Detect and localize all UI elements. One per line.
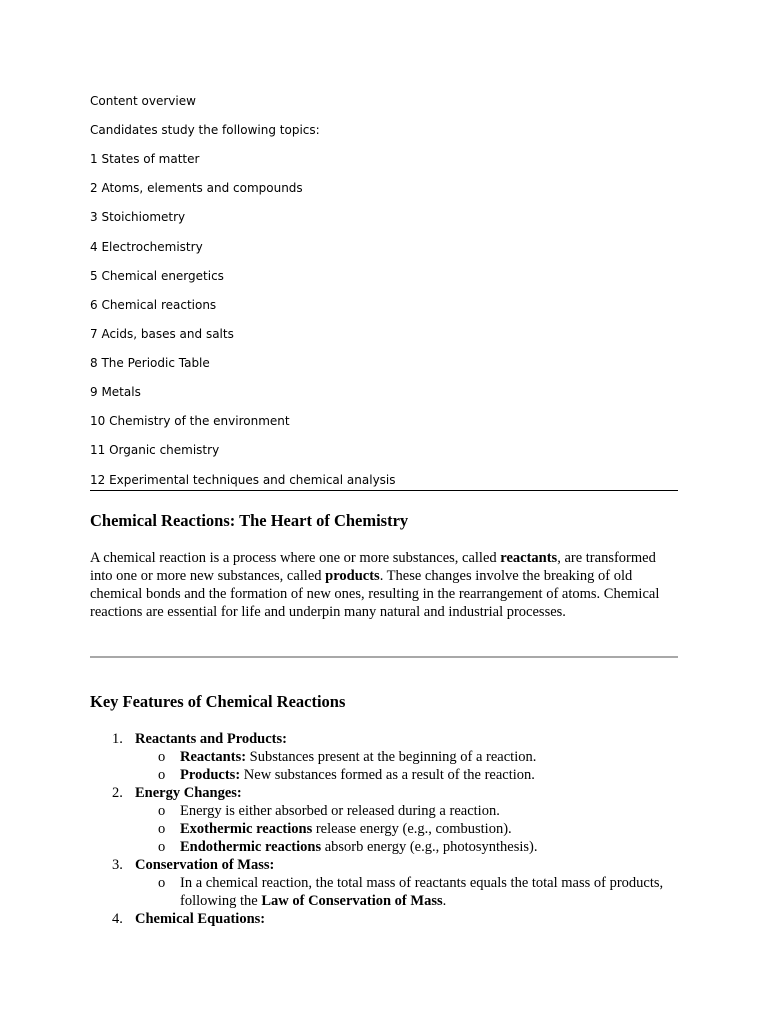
horizontal-rule	[90, 656, 678, 658]
sub-list-item: o Reactants: Substances present at the beginning of a reaction.	[158, 749, 537, 765]
topic-item: 6 Chemical reactions	[90, 298, 217, 312]
topic-item: 1 States of matter	[90, 152, 200, 166]
reactants-term: reactants	[500, 550, 558, 566]
sub-list-item: o Exothermic reactions release energy (e.g., combustion).	[158, 821, 512, 837]
list-item: 4. Chemical Equations:	[112, 911, 266, 927]
bullet-icon: o	[158, 749, 166, 765]
topic-item: 12 Experimental techniques and chemical analysis	[90, 473, 396, 487]
sub-list-item: o Products: New substances formed as a result of the reaction.	[158, 767, 535, 783]
list-item: 1. Reactants and Products:	[112, 731, 287, 747]
sub-list-item: o In a chemical reaction, the total mass of reactants equals the total mass of products, following the Law of Conservation of Mass.	[158, 875, 664, 909]
bullet-icon: o	[158, 803, 166, 819]
article-heading: Chemical Reactions: The Heart of Chemistry	[90, 511, 409, 530]
topic-item: 11 Organic chemistry	[90, 443, 220, 457]
bullet-icon: o	[158, 767, 166, 783]
bullet-icon: o	[158, 839, 166, 855]
bullet-icon: o	[158, 875, 166, 891]
list-item: 2. Energy Changes:	[112, 785, 242, 801]
topic-item: 7 Acids, bases and salts	[90, 327, 234, 341]
features-list	[90, 730, 680, 928]
overview-intro: Candidates study the following topics:	[90, 123, 320, 137]
topic-item: 3 Stoichiometry	[90, 210, 186, 224]
topic-item: 4 Electrochemistry	[90, 240, 203, 254]
list-item: 3. Conservation of Mass:	[112, 857, 275, 873]
law-term: Law of Conservation of Mass	[261, 893, 443, 909]
topic-item: 2 Atoms, elements and compounds	[90, 181, 303, 195]
intro-paragraph: A chemical reaction is a process where one or more substances, called reactants, are transformed into one or more new substances, called products. These changes involve the breaking of old chemical bonds and the formation of new ones, resulting in the rearrangement of atoms. Chemical reactions are essential for life and underpin many natural and industrial processes.	[90, 550, 660, 620]
bullet-icon: o	[158, 821, 166, 837]
products-term: products	[325, 568, 380, 584]
sub-list-item: o Energy is either absorbed or released during a reaction.	[158, 803, 500, 819]
topic-item: 9 Metals	[90, 385, 141, 399]
topic-item: 5 Chemical energetics	[90, 269, 224, 283]
section-divider	[90, 490, 678, 491]
overview-title: Content overview	[90, 94, 196, 108]
topic-item: 10 Chemistry of the environment	[90, 414, 290, 428]
sub-list-item: o Endothermic reactions absorb energy (e.g., photosynthesis).	[158, 839, 538, 855]
topic-item: 8 The Periodic Table	[90, 356, 210, 370]
features-heading: Key Features of Chemical Reactions	[90, 692, 346, 711]
